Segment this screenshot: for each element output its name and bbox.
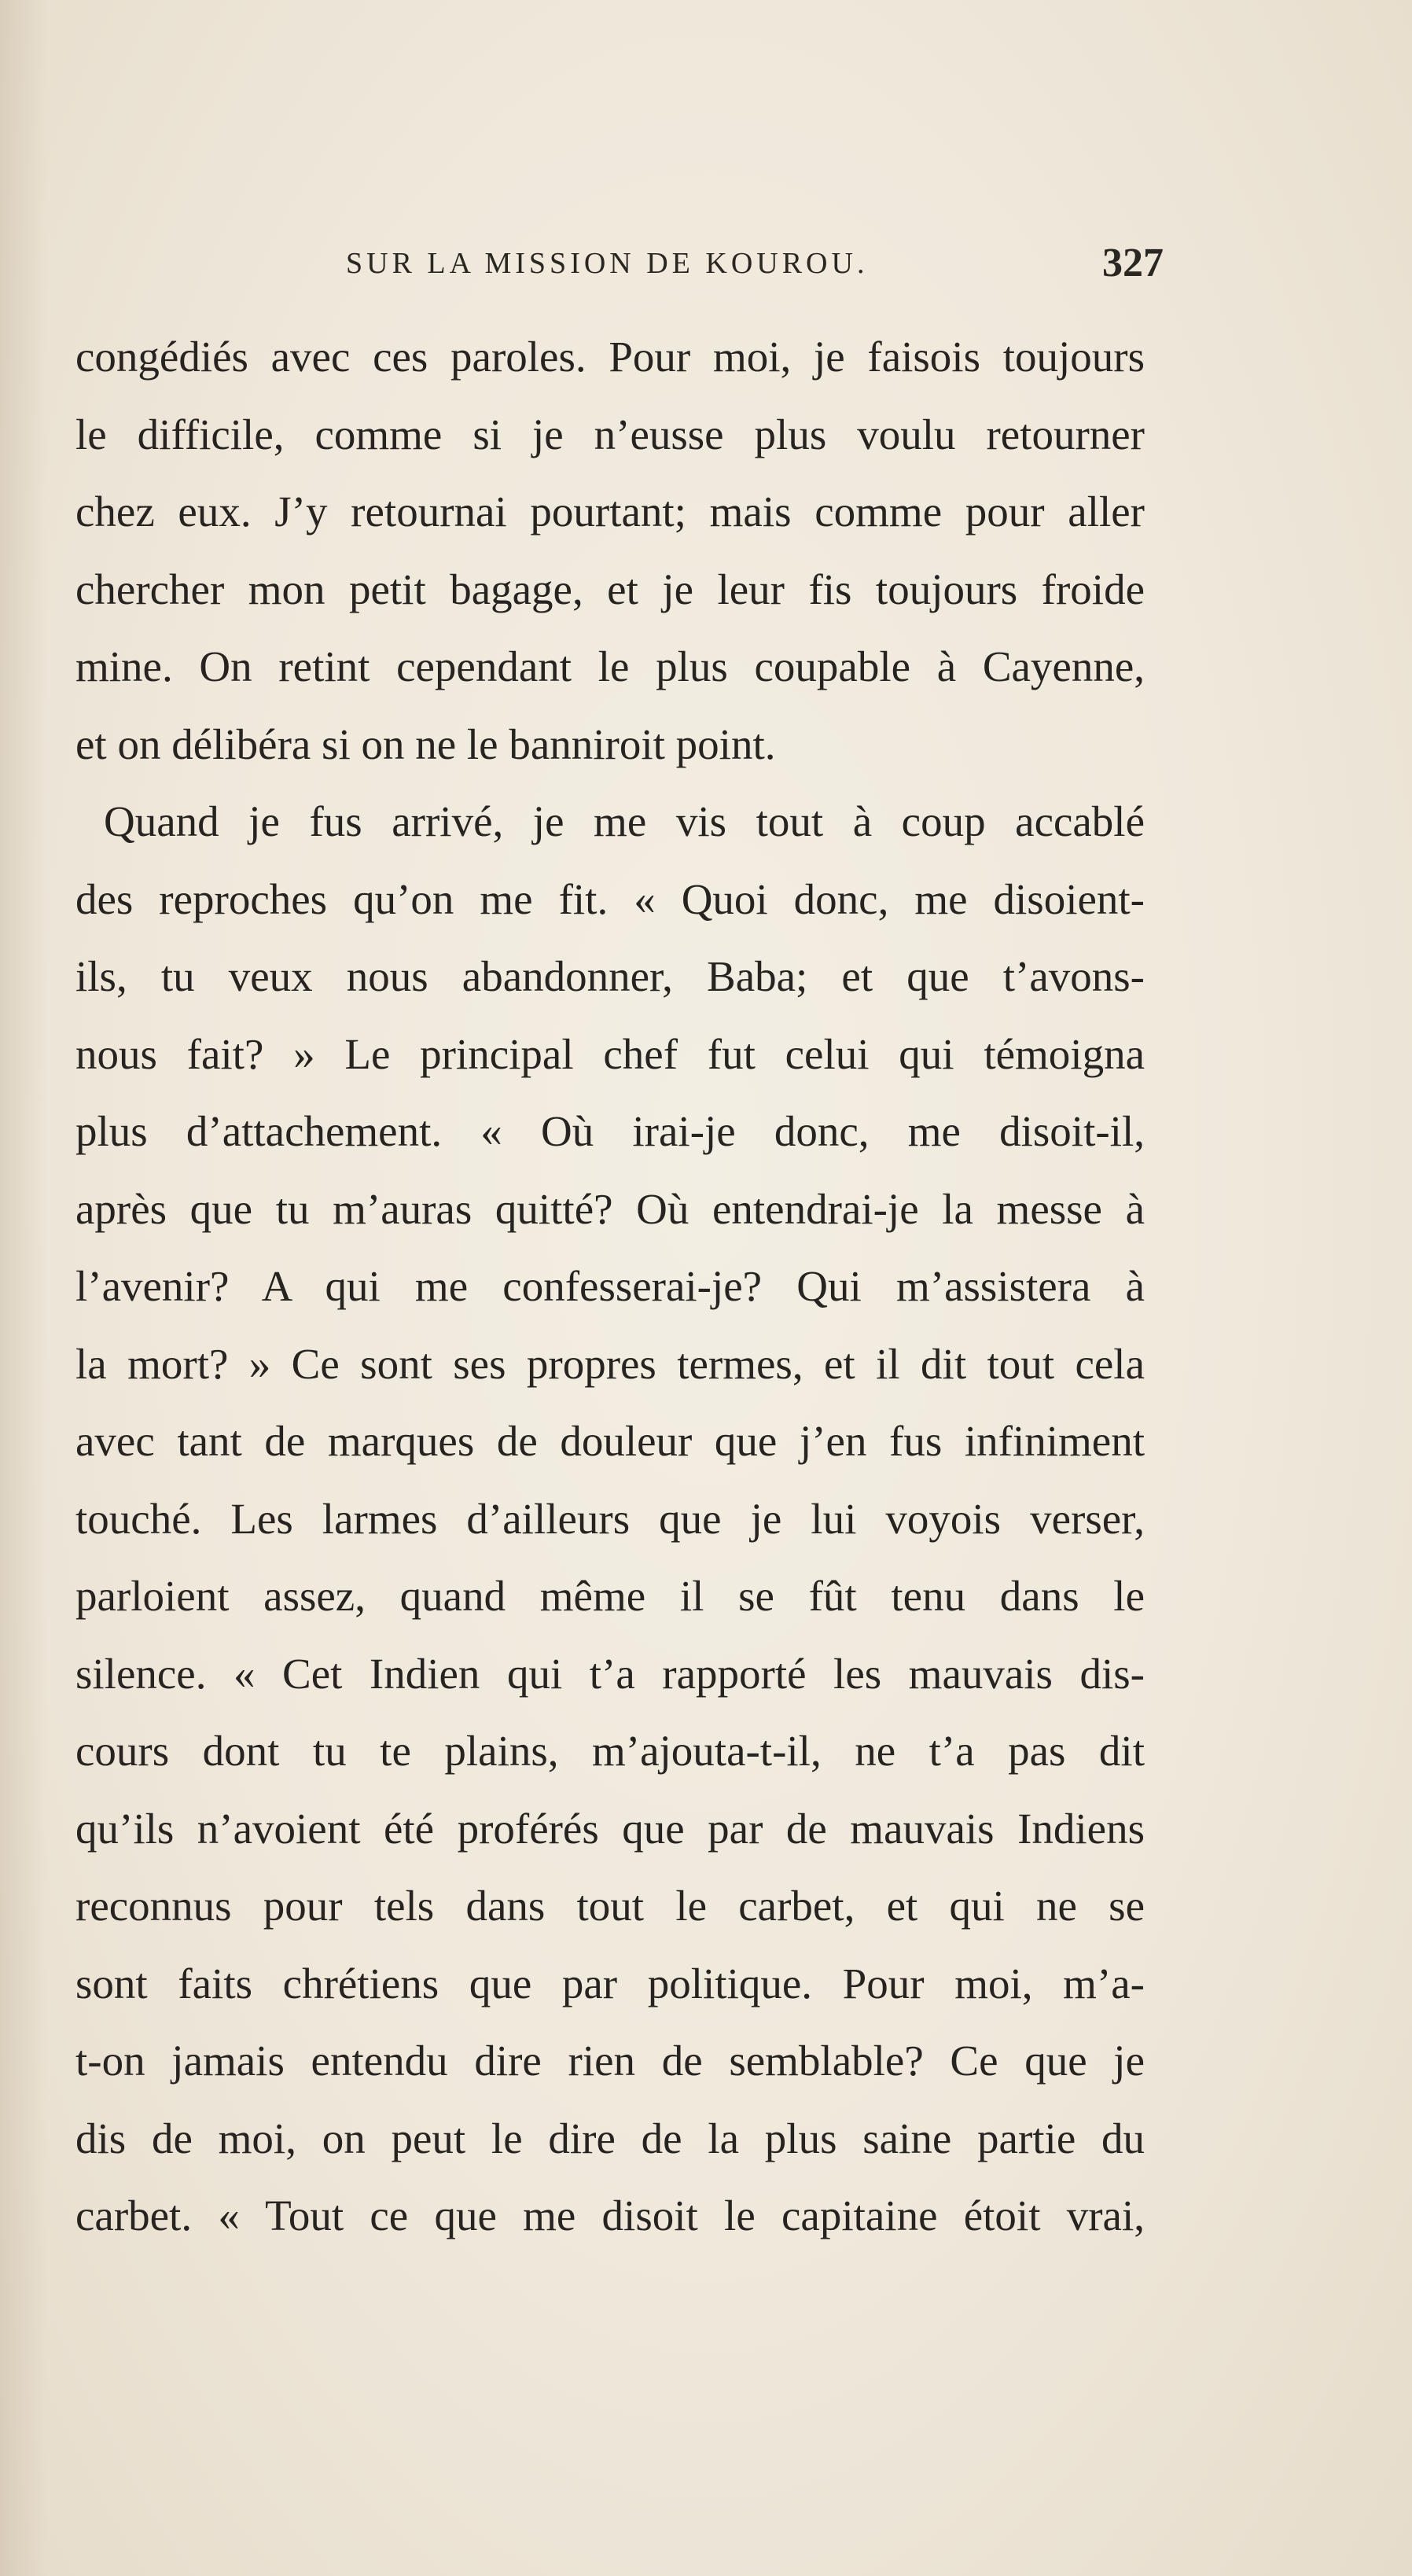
text-line: avec tant de marques de douleur que j’en fus infiniment	[75, 1417, 1145, 1465]
text-line: parloient assez, quand même il se fût tenu dans le	[75, 1572, 1145, 1620]
body-text	[75, 318, 1145, 2255]
page-fold-shadow	[0, 0, 47, 2576]
text-line: des reproches qu’on me fit. « Quoi donc, me disoient-	[75, 874, 1145, 923]
page-number: 327	[1102, 241, 1164, 285]
page-header	[346, 240, 1164, 295]
text-line: t-on jamais entendu dire rien de semblable? Ce que je	[75, 2037, 1145, 2085]
text-line: mine. On retint cependant le plus coupable à Cayenne,	[75, 642, 1145, 690]
text-line: touché. Les larmes d’ailleurs que je lui voyois verser,	[75, 1494, 1145, 1543]
text-line: reconnus pour tels dans tout le carbet, et qui ne se	[75, 1882, 1145, 1930]
text-line: qu’ils n’avoient été proférés que par de mauvais Indiens	[75, 1804, 1145, 1853]
text-line: l’avenir? A qui me confesserai-je? Qui m’assistera à	[75, 1262, 1145, 1310]
text-line: la mort? » Ce sont ses propres termes, et il dit tout cela	[75, 1339, 1145, 1388]
text-line: chez eux. J’y retournai pourtant; mais comme pour aller	[75, 488, 1145, 535]
text-line: carbet. « Tout ce que me disoit le capitaine étoit vrai,	[75, 2191, 1145, 2239]
text-line: ils, tu veux nous abandonner, Baba; et que t’avons-	[75, 952, 1145, 1000]
running-head: SUR LA MISSION DE KOUROU.	[346, 247, 869, 280]
text-line: nous fait? » Le principal chef fut celui qui témoigna	[75, 1029, 1145, 1078]
text-line: et on délibéra si on ne le banniroit point.	[75, 719, 776, 768]
text-line: chercher mon petit bagage, et je leur fis toujours froide	[75, 565, 1145, 613]
text-line: silence. « Cet Indien qui t’a rapporté les mauvais dis-	[75, 1649, 1145, 1698]
text-line: congédiés avec ces paroles. Pour moi, je faisois toujours	[75, 333, 1145, 381]
text-line: Quand je fus arrivé, je me vis tout à coup accablé	[104, 797, 1145, 845]
text-line: sont faits chrétiens que par politique. Pour moi, m’a-	[75, 1959, 1145, 2007]
text-line: plus d’attachement. « Où irai-je donc, me disoit-il,	[75, 1107, 1145, 1155]
text-line: cours dont tu te plains, m’ajouta-t-il, ne t’a pas dit	[75, 1727, 1145, 1775]
text-line: après que tu m’auras quitté? Où entendrai-je la messe à	[75, 1184, 1145, 1233]
text-line: le difficile, comme si je n’eusse plus voulu retourner	[75, 410, 1145, 458]
text-line: dis de moi, on peut le dire de la plus saine partie du	[75, 2114, 1145, 2162]
